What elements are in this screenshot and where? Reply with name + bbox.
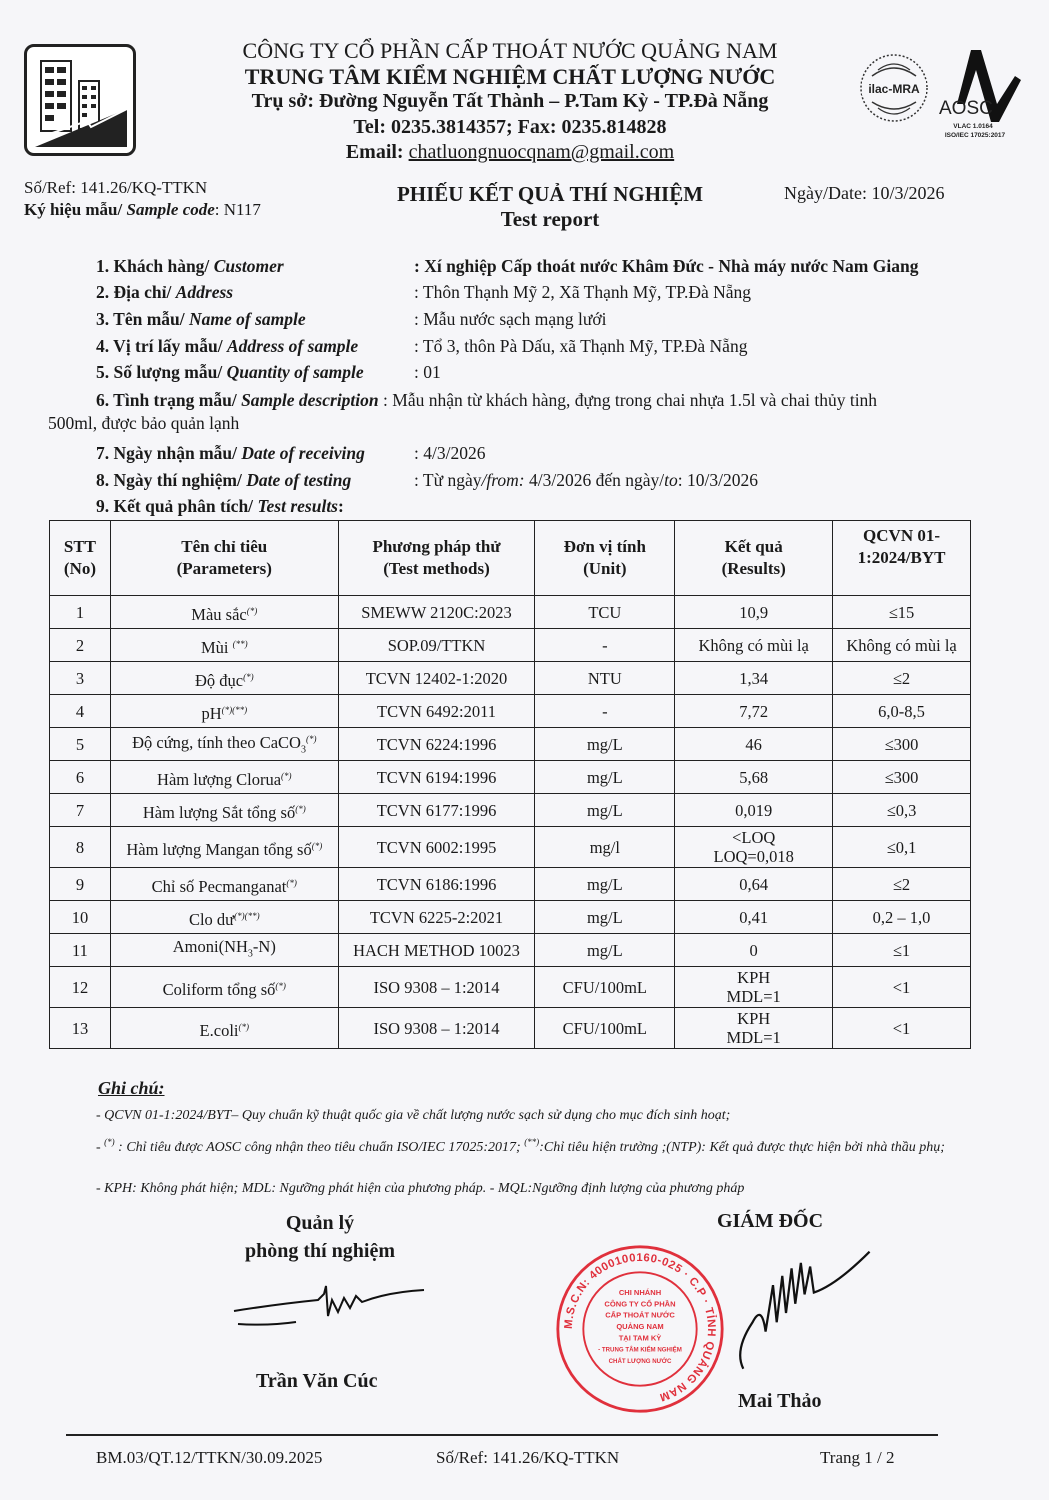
ilac-mra-icon xyxy=(858,48,930,130)
header-test-methods: Phương pháp thử (Test methods) xyxy=(338,521,535,596)
cell-unit: mg/L xyxy=(535,728,675,761)
cell-result: 0,019 xyxy=(675,794,833,827)
ilac-mra-logo xyxy=(858,48,930,130)
cell-no: 11 xyxy=(50,934,111,967)
cell-unit: mg/L xyxy=(535,934,675,967)
cell-parameter: pH(*)(**) xyxy=(110,695,338,728)
cell-parameter: Độ cứng, tính theo CaCO$_3$(*) xyxy=(110,728,338,761)
cell-no: 7 xyxy=(50,794,111,827)
email-line xyxy=(180,141,840,164)
lab-manager-signature xyxy=(228,1278,428,1338)
ilac-text: ilac-MRA xyxy=(868,82,920,96)
sample-code xyxy=(24,200,261,220)
cell-unit: mg/L xyxy=(535,901,675,934)
reference-number: Số/Ref: 141.26/KQ-TTKN xyxy=(24,178,208,197)
seal-line: CÔNG TY CỔ PHẦN xyxy=(604,1299,676,1309)
seal-line: CẤP THOÁT NƯỚC xyxy=(605,1310,675,1320)
results-table xyxy=(49,520,971,1049)
note-abbreviations: - KPH: Không phát hiện; MDL: Ngưỡng phát hiện của phương pháp. - MQL:Ngưỡng định lượng của phương pháp xyxy=(96,1181,745,1196)
cell-limit: ≤2 xyxy=(833,662,971,695)
note-qcvn: - QCVN 01-1:2024/BYT– Quy chuẩn kỹ thuật quốc gia về chất lượng nước sạch sử dụng cho mục đích sinh hoạt; xyxy=(96,1108,731,1123)
cell-method: TCVN 6224:1996 xyxy=(338,728,535,761)
cell-parameter: Màu sắc(*) xyxy=(110,596,338,629)
footer-divider xyxy=(66,1434,938,1436)
cell-parameter: Coliform tổng số(*) xyxy=(110,967,338,1008)
table-row xyxy=(50,695,971,728)
cell-result: 0 xyxy=(675,934,833,967)
company-seal xyxy=(555,1244,725,1414)
cell-no: 1 xyxy=(50,596,111,629)
seal-ring-text: M.S.C.N: 4000100160-025 · C.P · TỈNH QUẢNG NAM xyxy=(562,1251,718,1404)
report-date: Ngày/Date: 10/3/2026 xyxy=(784,183,945,203)
cell-method: TCVN 6492:2011 xyxy=(338,695,535,728)
cell-limit: ≤300 xyxy=(833,761,971,794)
header-results: Kết quả (Results) xyxy=(675,521,833,596)
head-office-address: Trụ sở: Đường Nguyễn Tất Thành – P.Tam Kỳ - TP.Đà Nẵng xyxy=(251,90,769,112)
building-logo-icon xyxy=(27,47,133,153)
footer-form-code: BM.03/QT.12/TTKN/30.09.2025 xyxy=(96,1448,323,1467)
cell-no: 12 xyxy=(50,967,111,1008)
cell-no: 3 xyxy=(50,662,111,695)
seal-line: CHẤT LƯỢNG NƯỚC xyxy=(608,1358,672,1365)
aosc-accreditation-icon xyxy=(935,48,1023,140)
header-unit: Đơn vị tính (Unit) xyxy=(535,521,675,596)
info-value-sample-location: : Tổ 3, thôn Pà Dấu, xã Thạnh Mỹ, TP.Đà Nẵng xyxy=(414,336,748,356)
cell-no: 5 xyxy=(50,728,111,761)
email-label: Email: xyxy=(345,141,409,163)
info-value-sample-name: : Mẫu nước sạch mạng lưới xyxy=(414,309,607,329)
cell-no: 9 xyxy=(50,868,111,901)
sample-code-label-en: Sample code xyxy=(126,200,215,219)
footer-reference: Số/Ref: 141.26/KQ-TTKN xyxy=(436,1448,620,1467)
cell-result: 5,68 xyxy=(675,761,833,794)
cell-method: TCVN 12402-1:2020 xyxy=(338,662,535,695)
info-value-sample-description: : Mẫu nhận từ khách hàng, đựng trong chai nhựa 1.5l và chai thủy tinh xyxy=(378,390,878,410)
info-label-date-testing: 8. Ngày thí nghiệm/ Date of testing xyxy=(96,470,352,490)
cell-unit: NTU xyxy=(535,662,675,695)
table-row xyxy=(50,868,971,901)
cell-method: TCVN 6186:1996 xyxy=(338,868,535,901)
info-value-date-testing: : Từ ngày/from: 4/3/2026 đến ngày/to: 10/3/2026 xyxy=(414,470,758,490)
cell-unit: mg/L xyxy=(535,761,675,794)
cell-limit: 0,2 – 1,0 xyxy=(833,901,971,934)
cell-unit: mg/l xyxy=(535,827,675,868)
center-name: TRUNG TÂM KIỂM NGHIỆM CHẤT LƯỢNG NƯỚC xyxy=(244,64,776,89)
info-label-sample-name: 3. Tên mẫu/ Name of sample xyxy=(96,309,306,329)
cell-parameter: Hàm lượng Mangan tổng số(*) xyxy=(110,827,338,868)
cell-limit: 6,0-8,5 xyxy=(833,695,971,728)
info-value-sample-description-cont: 500ml, được bảo quản lạnh xyxy=(48,413,240,433)
aosc-vlac: VLAC 1.0164 xyxy=(953,123,993,130)
aosc-logo xyxy=(935,48,1023,140)
cell-result: 0,41 xyxy=(675,901,833,934)
table-row xyxy=(50,596,971,629)
cell-parameter: Chỉ số Pecmanganat(*) xyxy=(110,868,338,901)
cell-limit: Không có mùi lạ xyxy=(833,629,971,662)
table-row xyxy=(50,934,971,967)
cell-result: 10,9 xyxy=(675,596,833,629)
company-name: CÔNG TY CỔ PHẦN CẤP THOÁT NƯỚC QUẢNG NAM xyxy=(242,38,778,63)
cell-result: 7,72 xyxy=(675,695,833,728)
notes-title: Ghi chú: xyxy=(98,1078,165,1098)
cell-method: ISO 9308 – 1:2014 xyxy=(338,1008,535,1049)
table-row xyxy=(50,629,971,662)
cell-method: HACH METHOD 10023 xyxy=(338,934,535,967)
cell-unit: mg/L xyxy=(535,868,675,901)
cell-method: SOP.09/TTKN xyxy=(338,629,535,662)
header-standard: QCVN 01- 1:2024/BYT xyxy=(833,521,971,596)
email-link[interactable]: chatluongnuocqnam@gmail.com xyxy=(408,141,675,163)
report-title: PHIẾU KẾT QUẢ THÍ NGHIỆM xyxy=(396,182,704,206)
cell-no: 6 xyxy=(50,761,111,794)
table-row xyxy=(50,662,971,695)
info-label-sample-description: 6. Tình trạng mẫu/ Sample description : Mẫu nhận từ khách hàng, đựng trong chai nhựa 1.5l và chai thủy tinh xyxy=(96,390,878,410)
report-subtitle: Test report xyxy=(500,207,600,231)
cell-method: SMEWW 2120C:2023 xyxy=(338,596,535,629)
sample-code-value: : N117 xyxy=(214,200,261,219)
cell-result: 0,64 xyxy=(675,868,833,901)
table-row xyxy=(50,1008,971,1049)
table-row xyxy=(50,901,971,934)
director-signature xyxy=(724,1248,874,1378)
aosc-text: AOSC xyxy=(939,98,993,119)
info-value-date-receiving: : 4/3/2026 xyxy=(414,443,486,463)
sample-code-label-vn: Ký hiệu mẫu/ xyxy=(24,200,127,219)
cell-no: 10 xyxy=(50,901,111,934)
company-logo xyxy=(24,44,136,156)
table-row xyxy=(50,761,971,794)
info-value-quantity: : 01 xyxy=(414,362,441,382)
info-label-sample-location: 4. Vị trí lấy mẫu/ Address of sample xyxy=(96,336,359,356)
cell-result: <LOQ LOQ=0,018 xyxy=(675,827,833,868)
header-parameters: Tên chỉ tiêu (Parameters) xyxy=(110,521,338,596)
cell-method: TCVN 6177:1996 xyxy=(338,794,535,827)
info-label-test-results: 9. Kết quả phân tích/ Test results: xyxy=(96,496,344,516)
cell-method: ISO 9308 – 1:2014 xyxy=(338,967,535,1008)
cell-no: 2 xyxy=(50,629,111,662)
cell-parameter: Hàm lượng Clorua(*) xyxy=(110,761,338,794)
seal-line: QUẢNG NAM xyxy=(616,1322,664,1331)
seal-line: TẠI TAM KỲ xyxy=(618,1333,662,1343)
cell-limit: <1 xyxy=(833,967,971,1008)
cell-parameter: $Amoni(NH_3-N)$ xyxy=(110,934,338,967)
cell-limit: ≤300 xyxy=(833,728,971,761)
cell-unit: TCU xyxy=(535,596,675,629)
note-accreditation: - (*) : Chỉ tiêu được AOSC công nhận theo tiêu chuẩn ISO/IEC 17025:2017; (**):Chỉ tiêu hiện trường ;(NTP): Kết quả được thực hiện bởi nhà thầu phụ; xyxy=(96,1137,945,1155)
info-value-address: : Thôn Thạnh Mỹ 2, Xã Thạnh Mỹ, TP.Đà Nẵng xyxy=(414,282,752,302)
cell-result: Không có mùi lạ xyxy=(675,629,833,662)
cell-parameter: Clo dư(*)(**) xyxy=(110,901,338,934)
seal-line: CHI NHÁNH xyxy=(618,1288,662,1297)
header-no: STT (No) xyxy=(50,521,111,596)
lab-manager-name: Trần Văn Cúc xyxy=(256,1370,378,1392)
table-row xyxy=(50,794,971,827)
info-value-customer: : Xí nghiệp Cấp thoát nước Khâm Đức - Nhà máy nước Nam Giang xyxy=(414,256,919,276)
lab-manager-title-2: phòng thí nghiệm xyxy=(244,1240,396,1262)
cell-parameter: E.coli(*) xyxy=(110,1008,338,1049)
cell-parameter: Độ đục(*) xyxy=(110,662,338,695)
cell-no: 4 xyxy=(50,695,111,728)
table-row xyxy=(50,827,971,868)
cell-no: 13 xyxy=(50,1008,111,1049)
cell-unit: CFU/100mL xyxy=(535,1008,675,1049)
cell-limit: ≤2 xyxy=(833,868,971,901)
cell-method: TCVN 6194:1996 xyxy=(338,761,535,794)
cell-limit: <1 xyxy=(833,1008,971,1049)
seal-line: - TRUNG TÂM KIỂM NGHIỆM xyxy=(598,1346,682,1354)
cell-method: TCVN 6002:1995 xyxy=(338,827,535,868)
phone-fax: Tel: 0235.3814357; Fax: 0235.814828 xyxy=(353,116,667,138)
director-title: GIÁM ĐỐC xyxy=(716,1210,824,1232)
aosc-iso: ISO/IEC 17025:2017 xyxy=(944,132,1006,139)
cell-unit: mg/L xyxy=(535,794,675,827)
director-name: Mai Thảo xyxy=(738,1390,822,1412)
table-row xyxy=(50,728,971,761)
cell-no: 8 xyxy=(50,827,111,868)
info-label-address: 2. Địa chỉ/ Address xyxy=(96,282,234,302)
cell-limit: ≤0,1 xyxy=(833,827,971,868)
cell-unit: - xyxy=(535,629,675,662)
cell-result: 1,34 xyxy=(675,662,833,695)
cell-limit: ≤1 xyxy=(833,934,971,967)
cell-limit: ≤0,3 xyxy=(833,794,971,827)
cell-parameter: Mùi (**) xyxy=(110,629,338,662)
cell-parameter: Hàm lượng Sắt tổng số(*) xyxy=(110,794,338,827)
cell-result: 46 xyxy=(675,728,833,761)
info-label-date-receiving: 7. Ngày nhận mẫu/ Date of receiving xyxy=(96,443,365,463)
cell-result: KPH MDL=1 xyxy=(675,1008,833,1049)
info-label-customer: 1. Khách hàng/ Customer xyxy=(96,256,284,276)
info-label-quantity: 5. Số lượng mẫu/ Quantity of sample xyxy=(96,362,364,382)
cell-result: KPH MDL=1 xyxy=(675,967,833,1008)
cell-unit: CFU/100mL xyxy=(535,967,675,1008)
cell-limit: ≤15 xyxy=(833,596,971,629)
cell-unit: - xyxy=(535,695,675,728)
table-header-row xyxy=(50,521,971,596)
cell-method: TCVN 6225-2:2021 xyxy=(338,901,535,934)
table-row xyxy=(50,967,971,1008)
lab-manager-title-1: Quản lý xyxy=(285,1212,355,1234)
footer-page-number: Trang 1 / 2 xyxy=(820,1448,895,1467)
